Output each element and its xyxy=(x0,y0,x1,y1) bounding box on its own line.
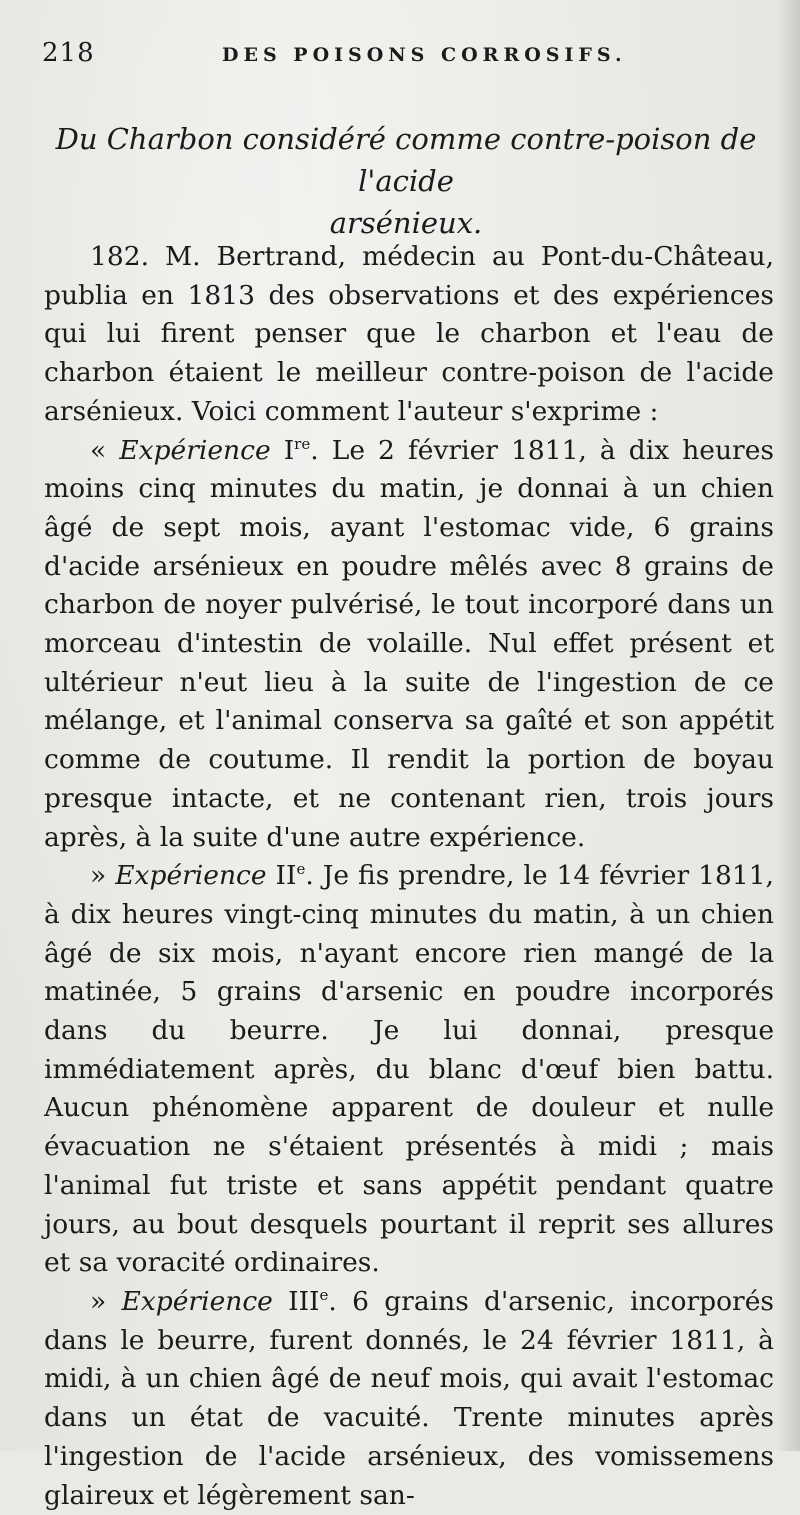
experience-superscript: e xyxy=(296,860,306,879)
experience-label: Expérience xyxy=(119,434,271,466)
paragraph-experience-1 xyxy=(44,432,774,858)
experience-superscript: e xyxy=(319,1285,329,1304)
experience-number: II xyxy=(266,860,297,892)
experience-number: III xyxy=(272,1285,320,1317)
running-head xyxy=(42,38,762,72)
running-title: DES POISONS CORROSIFS. xyxy=(222,44,627,66)
body-text xyxy=(44,238,774,1515)
paragraph-experience-3 xyxy=(44,1283,774,1515)
experience-text: . 6 grains d'arsenic, incorporés dans le beurre, furent donnés, le 24 février 1811, à midi, à un chien âgé de neuf mois, qui avait l'estomac dans un état de vacuité. Trente minutes après l'ingestion de l'acide arsénieux, des vomissemens glaireux et légèrement san- xyxy=(44,1285,774,1511)
experience-text: . Je fis prendre, le 14 février 1811, à dix heures vingt-cinq minutes du matin, à un chien âgé de six mois, n'ayant encore rien mangé de la matinée, 5 grains d'arsenic en poudre incorporés dans du beurre. Je lui donnai, presque immédiatement après, du blanc d'œuf bien battu. Aucun phénomène apparent de douleur et nulle évacuation ne s'étaient présentés à midi ; mais l'animal fut triste et sans appétit pendant quatre jours, au bout desquels pourtant il reprit ses allures et sa voracité ordinaires. xyxy=(44,860,774,1279)
experience-label: Expérience xyxy=(121,1285,273,1317)
experience-superscript: re xyxy=(294,434,311,453)
experience-label: Expérience xyxy=(115,860,267,892)
quote-open: « xyxy=(90,434,120,466)
section-title-line-1: Du Charbon considéré comme contre-poison de l'acide xyxy=(55,122,757,198)
section-title-line-2: arsénieux. xyxy=(329,206,483,240)
page-edge-shadow xyxy=(776,0,800,1451)
paragraph-182: 182. M. Bertrand, médecin au Pont-du-Château, publia en 1813 des observations et des expériences qui lui firent penser que le charbon et l'eau de charbon étaient le meilleur contre-poison de l'acide arsénieux. Voici comment l'auteur s'exprime : xyxy=(44,241,774,427)
experience-number: I xyxy=(270,434,295,466)
quote-continue: » xyxy=(90,1285,122,1317)
experience-text: . Le 2 février 1811, à dix heures moins cinq minutes du matin, je donnai à un chien âgé de sept mois, ayant l'estomac vide, 6 grains d'acide arsénieux en poudre mêlés avec 8 grains de charbon de noyer pulvérisé, le tout incorporé dans un morceau d'intestin de volaille. Nul effet présent et ultérieur n'eut lieu à la suite de l'ingestion de ce mélange, et l'animal conserva sa gaîté et son appétit comme de coutume. Il rendit la portion de boyau presque intacte, et ne contenant rien, trois jours après, à la suite d'une autre expérience. xyxy=(44,434,774,853)
paragraph-experience-2 xyxy=(44,857,774,1283)
section-title xyxy=(46,118,766,244)
page-number: 218 xyxy=(42,38,95,68)
quote-continue: » xyxy=(90,860,116,892)
